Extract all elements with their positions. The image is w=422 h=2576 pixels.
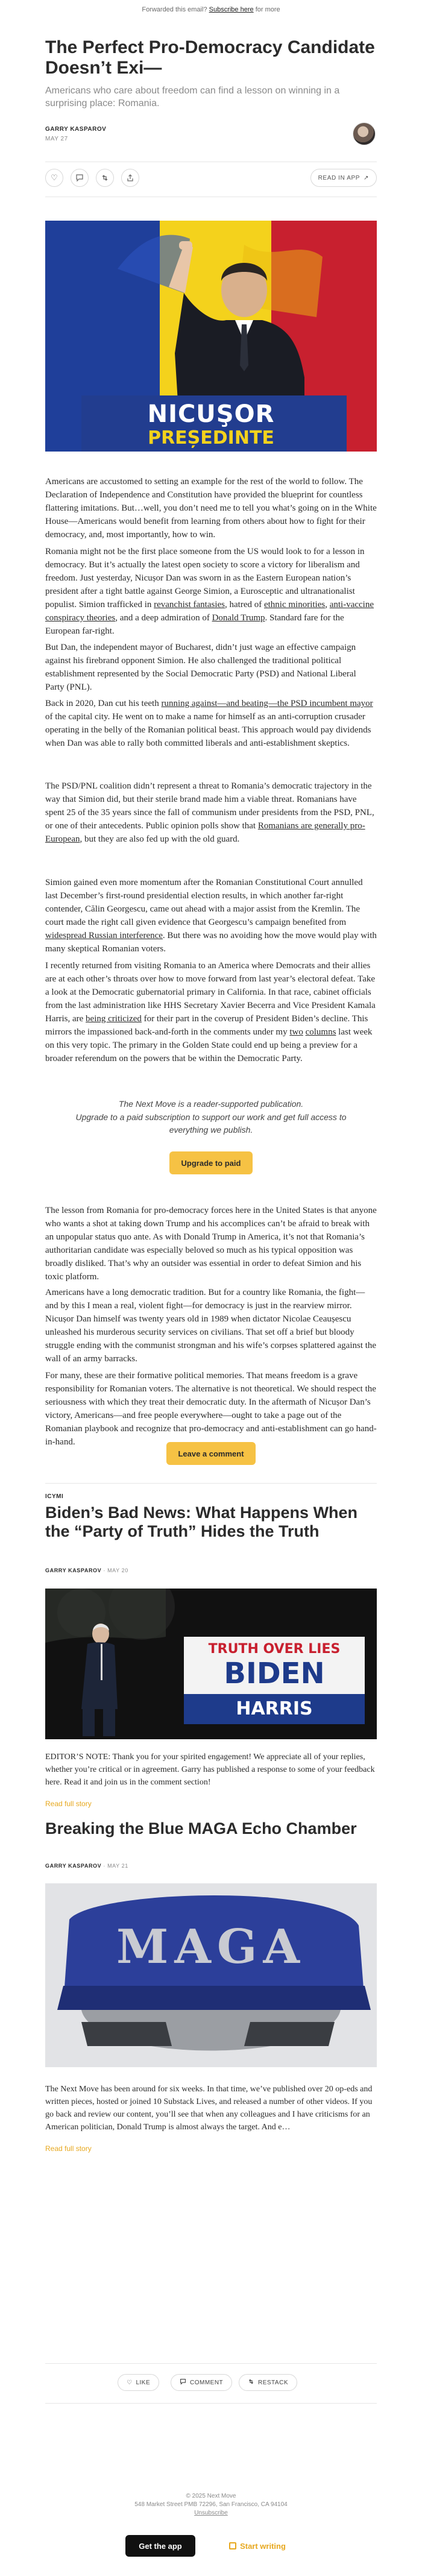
leave-comment-button[interactable]: Leave a comment <box>166 1442 256 1465</box>
read-in-app-label: READ IN APP <box>318 174 361 181</box>
footer-address: 548 Market Street PMB 72296, San Francisco, CA 94104 <box>134 2501 288 2508</box>
get-the-app-button[interactable]: Get the app <box>125 2535 195 2557</box>
read-full-story-link-2[interactable]: Read full story <box>45 2144 92 2153</box>
link-ethnic-minorities[interactable]: ethnic minorities <box>263 600 326 609</box>
body-paragraph <box>45 779 377 846</box>
link-donald-trump[interactable]: Donald Trump <box>212 613 265 623</box>
text-run: for their part in the coverup of President Biden’s decline. This mirrors the impassioned back-and-forth in the comments under my <box>45 1014 368 1037</box>
like-label: LIKE <box>136 2379 151 2386</box>
hero-sign-line1: NICUŞOR <box>147 400 275 428</box>
related-post-meta-1: GARRY KASPAROV · MAY 20 <box>45 1567 128 1573</box>
comment-icon <box>180 2378 186 2387</box>
body-paragraph <box>45 697 377 750</box>
link-two[interactable]: two <box>289 1027 303 1037</box>
like-button[interactable] <box>118 2374 159 2391</box>
body-paragraph <box>45 545 377 638</box>
related-sign-text-3: HARRIS <box>236 1698 313 1719</box>
forwarded-suffix: for more <box>255 6 280 13</box>
link-being-criticized[interactable]: being criticized <box>86 1014 142 1024</box>
restack-label: RESTACK <box>258 2379 288 2386</box>
comment-icon[interactable] <box>71 169 89 187</box>
related-date: MAY 20 <box>107 1567 128 1573</box>
divider <box>45 2403 377 2404</box>
related-excerpt-1: EDITOR’S NOTE: Thank you for your spirited engagement! We appreciate all of your replies, whether you’re critical or in agreement. Garry has published a response to some of your feedback here. Read it and join us in the comment section! <box>45 1752 375 1787</box>
read-full-story-link-1[interactable]: Read full story <box>45 1800 92 1808</box>
body-paragraph: The lesson from Romania for pro-democracy forces here in the United States is that anyone who wants a shot at taking down Trump and his accomplices can’t be afraid to break with an unpopular status quo ante. As with Donald Trump in America, it’s not that Romania’s authoritarian candidate was especially beloved so much as his typical opposition was broadly disliked. That’s why an outsider was essential in order to defeat Simion and his toxic platform. <box>45 1206 377 1282</box>
text-run: , and a deep admiration of <box>115 613 212 623</box>
text-run: Romania might not be the first place someone from the US would look to for a lesson in democracy. But it’s actually the latest open society to score a victory for liberalism and freedom. Just yesterday, Nicușor Dan was sworn in as the Eastern European nation’s president after a tight battle against George Simion, a Eurosceptic and ultranationalist populist. Simion trafficked in <box>45 547 365 609</box>
related-post-image-1[interactable] <box>45 1589 377 1739</box>
forwarded-text: Forwarded this email? <box>142 6 207 13</box>
body-paragraph: Americans have a long democratic tradition. But for a country like Romania, the fight—and by this I mean a real, violent fight—for democracy is just in the rearview mirror. Nicușor Dan himself was twenty years old in 1989 when dictator Nicolae Ceaușescu unleashed his murderous security services on civilians. That set off a brief but bloody struggle ending with the communist strongman and his wife’s corpses splattered against the wall of an army barracks. <box>45 1288 377 1364</box>
link-russian-interference[interactable]: widespread Russian interference <box>45 931 163 940</box>
read-in-app-button[interactable] <box>310 169 377 187</box>
related-post-image-2[interactable] <box>45 1883 377 2067</box>
forwarded-bar <box>0 6 422 13</box>
heart-icon: ♡ <box>127 2379 133 2386</box>
start-writing-label: Start writing <box>240 2541 286 2551</box>
link-pro-european[interactable]: Romanians are generally pro-European <box>45 821 365 844</box>
link-anti-vaccine[interactable]: anti-vaccine conspiracy theories <box>45 600 374 623</box>
related-post-meta-2: GARRY KASPAROV · MAY 21 <box>45 1863 128 1869</box>
restack-icon <box>248 2378 254 2387</box>
text-run: Back in 2020, Dan cut his teeth <box>45 699 162 708</box>
body-paragraph: But Dan, the independent mayor of Bucharest, didn’t just wage an effective campaign against his firebrand opponent Simion. He also challenged the traditional political establishment represented by the Social Democratic Party (PSD) and National Liberal Party (PNL). <box>45 643 356 692</box>
post-subtitle: Americans who care about freedom can find a lesson on winning in a surprising place: Romania. <box>45 86 340 109</box>
text-run: The PSD/PNL coalition didn’t represent a threat to Romania’s democratic trajectory in the way that Simion did, but their sterile brand made him a viable threat. Romanians have spent 25 of the 35 years since the fall of communism under presidents from the PSD, PNL, or one of their antecedents. Public opinion polls show that <box>45 781 374 831</box>
post-title[interactable]: The Perfect Pro-Democracy Candidate Doesn’t Exi— <box>45 37 375 78</box>
author-avatar[interactable] <box>353 122 376 145</box>
link-running-against[interactable]: running against—and beating—the PSD incumbent mayor <box>161 699 373 708</box>
restack-icon[interactable] <box>96 169 114 187</box>
text-run: . Standard fare for the European far-right. <box>45 613 344 636</box>
related-sign-text-2: BIDEN <box>224 1657 325 1690</box>
link-columns[interactable]: columns <box>305 1027 336 1037</box>
related-author[interactable]: GARRY KASPAROV <box>45 1567 102 1573</box>
icymi-label: ICYMI <box>45 1493 64 1500</box>
unsubscribe-link[interactable]: Unsubscribe <box>194 2510 228 2516</box>
text-run: I recently returned from visiting Romania to an America where Democrats and their allies are at each other’s throats over how to move forward from last year’s electoral defeat. Take a look at the Democratic gubernatorial primary in California. In that race, cabinet officials from the last administration like HHS Secretary Xavier Becerra and Vice President Kamala Harris, are <box>45 961 376 1024</box>
post-date: MAY 27 <box>45 136 68 142</box>
divider <box>45 2363 377 2364</box>
start-writing-button[interactable] <box>218 2535 297 2557</box>
cap-text: MAGA <box>116 1919 306 1974</box>
substack-logo-icon <box>229 2542 236 2549</box>
share-icon[interactable] <box>121 169 139 187</box>
text-run: last week on this very topic. The primary in the Golden State could end up being a preview for a broader referendum on the powers that be within the Democratic Party. <box>45 1027 373 1063</box>
hero-image <box>45 221 377 452</box>
text-run: , hatred of <box>225 600 264 609</box>
related-excerpt-2: The Next Move has been around for six weeks. In that time, we’ve published over 20 op-eds and written pieces, hosted or joined 10 Substack Lives, and released a number of other videos. If you go back and review our content, you’ll see that when any colleagues and I have criticisms for an American politician, Donald Trump is almost always the target. And e… <box>45 2085 373 2132</box>
body-paragraph: For many, these are their formative political memories. That means freedom is a grave responsibility for Romanian voters. The alternative is not theoretical. We should respect the seriousness with which they treat their democratic duty. In the aftermath of Nicușor Dan’s victory, Americans—and free people everywhere—ought to take a page out of the Romanian playbook and recognize that pro-democracy and anti-establishment can go hand-in-hand. <box>45 1371 377 1447</box>
restack-button[interactable] <box>239 2374 297 2391</box>
body-paragraph <box>45 876 377 956</box>
text-run: , <box>325 600 330 609</box>
related-date: MAY 21 <box>107 1863 128 1869</box>
post-author[interactable]: GARRY KASPAROV <box>45 126 107 133</box>
text-run: of the capital city. He went on to make a name for himself as an anti-corruption crusader operating in the belly of the Romanian political beast. This approach would pay dividends when Dan was able to rally both committed liberals and anti-establishment skeptics. <box>45 712 371 748</box>
post-actions <box>45 169 377 188</box>
related-post-title-2[interactable]: Breaking the Blue MAGA Echo Chamber <box>45 1819 357 1838</box>
upgrade-to-paid-button[interactable]: Upgrade to paid <box>169 1151 253 1174</box>
divider <box>45 1483 377 1484</box>
text-run: Simion gained even more momentum after the Romanian Constitutional Court annulled last December’s first-round presidential election results, in which another far-right contender, Călin Georgescu, came out ahead with a major assist from the Kremlin. The court made the right call given evidence that Georgescu’s campaign benefited from <box>45 878 363 927</box>
like-icon[interactable]: ♡ <box>45 169 63 187</box>
link-revanchist[interactable]: revanchist fantasies <box>154 600 225 609</box>
body-paragraph <box>45 959 377 1065</box>
comment-label: COMMENT <box>190 2379 224 2386</box>
related-sign-text-1: TRUTH OVER LIES <box>208 1642 341 1657</box>
comment-button[interactable] <box>171 2374 232 2391</box>
body-paragraph: Americans are accustomed to setting an example for the rest of the world to follow. The Declaration of Independence and Constitution have provided the blueprint for countless flattering imitations. But…well, you don’t need me to tell you what’s going on in the White House—Americans would benefit from learning from others about how to fight for their democracy, and, most importantly, how to win. <box>45 477 377 540</box>
text-run: . But there was no avoiding how the move would play with many skeptical Romanian voters. <box>45 931 377 954</box>
arrow-right-icon: ↗ <box>364 174 369 181</box>
subscribe-link[interactable]: Subscribe here <box>209 6 254 13</box>
subscribe-note-1: The Next Move is a reader-supported publication. <box>118 1099 304 1109</box>
text-run: , but they are also fed up with the old guard. <box>80 834 240 844</box>
footer-copyright: © 2025 Next Move <box>186 2493 236 2499</box>
subscribe-note-2: Upgrade to a paid subscription to support our work and get full access to everything we publish. <box>75 1112 347 1135</box>
related-post-title-1[interactable]: Biden’s Bad News: What Happens When the “Party of Truth” Hides the Truth <box>45 1504 358 1540</box>
related-author[interactable]: GARRY KASPAROV <box>45 1863 102 1869</box>
hero-sign-line2: PREȘEDINTE <box>148 427 274 449</box>
